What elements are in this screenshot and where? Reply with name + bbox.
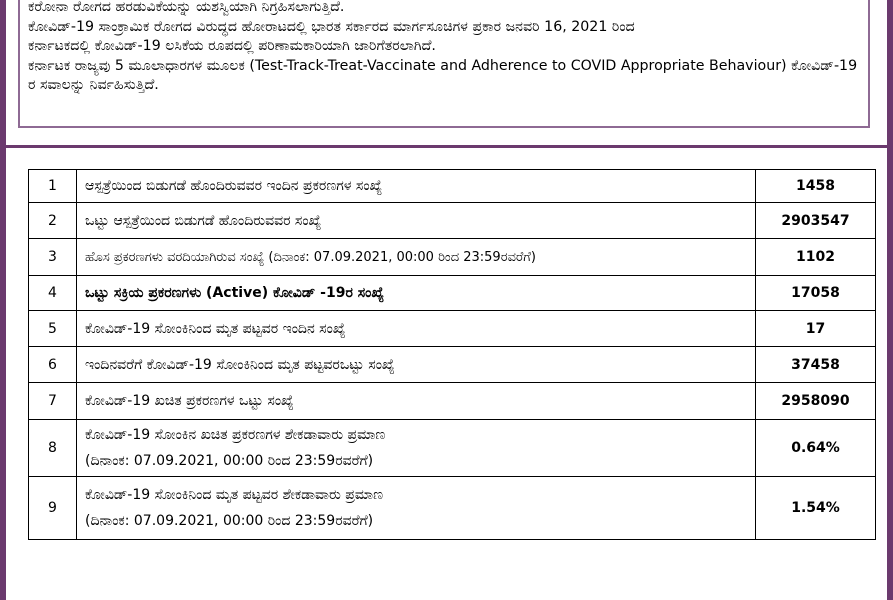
row-description: ಕೋವಿಡ್-19 ಸೋಂಕಿನ ಖಚಿತ ಪ್ರಕರಣಗಳ ಶೇಕಡಾವಾರು ಪ್ರಮಾಣ (85, 427, 386, 443)
row-description-cell (77, 477, 756, 540)
table-row (29, 170, 876, 203)
row-value: 2903547 (756, 203, 876, 239)
row-number: 2 (29, 203, 77, 239)
notice-line-2: ಕೋವಿಡ್-19 ಸಾಂಕ್ರಾಮಿಕ ರೋಗದ ವಿರುದ್ಧದ ಹೋರಾಟದಲ್ಲಿ ಭಾರತ ಸರ್ಕಾರದ ಮಾರ್ಗಸೂಚಿಗಳ ಪ್ರಕಾರ ಜನವರಿ 16, 2021 ರಿಂದ (28, 18, 635, 35)
notice-line-3: ಕರ್ನಾಟಕದಲ್ಲಿ ಕೋವಿಡ್-19 ಲಸಿಕೆಯ ರೂಪದಲ್ಲಿ ಪರಿಣಾಮಕಾರಿಯಾಗಿ ಜಾರಿಗೆತರಲಾಗಿದೆ. (28, 38, 436, 54)
right-frame-bar (887, 0, 893, 600)
table-row (29, 311, 876, 347)
row-value: 1458 (756, 170, 876, 203)
row-value: 2958090 (756, 383, 876, 420)
row-description: ಕೋವಿಡ್-19 ಸೋಂಕಿನಿಂದ ಮೃತ ಪಟ್ಟವರ ಶೇಕಡಾವಾರು ಪ್ರಮಾಣ (85, 487, 384, 503)
row-description: ಹೊಸ ಪ್ರಕರಣಗಳು ವರದಿಯಾಗಿರುವ ಸಂಖ್ಯೆ (ದಿನಾಂಕ: 07.09.2021, 00:00 ರಿಂದ 23:59ರವರೆಗೆ) (77, 239, 756, 276)
section-separator (6, 145, 887, 148)
row-description: ಒಟ್ಟು ಆಸ್ಪತ್ರೆಯಿಂದ ಬಿಡುಗಡೆ ಹೊಂದಿರುವವರ ಸಂಖ್ಯೆ (77, 203, 756, 239)
notice-box (18, 0, 870, 128)
row-value: 17058 (756, 276, 876, 311)
row-description: ಇಂದಿನವರೆಗೆ ಕೋವಿಡ್-19 ಸೋಂಕಿನಿಂದ ಮೃತ ಪಟ್ಟವರಒಟ್ಟು ಸಂಖ್ಯೆ (77, 347, 756, 383)
row-number: 5 (29, 311, 77, 347)
table-row (29, 276, 876, 311)
table-row (29, 203, 876, 239)
row-value: 0.64% (756, 420, 876, 477)
row-number: 7 (29, 383, 77, 420)
notice-line-1: ಕರೋನಾ ರೋಗದ ಹರಡುವಿಕೆಯನ್ನು ಯಶಸ್ವಿಯಾಗಿ ನಿಗ್ರಹಿಸಲಾಗುತ್ತಿದೆ. (28, 0, 345, 15)
row-number: 1 (29, 170, 77, 203)
row-number: 3 (29, 239, 77, 276)
row-number: 4 (29, 276, 77, 311)
row-value: 37458 (756, 347, 876, 383)
covid-stats-table (28, 169, 876, 540)
table-row (29, 347, 876, 383)
row-description-cell (77, 420, 756, 477)
row-number: 9 (29, 477, 77, 540)
table-row (29, 477, 876, 540)
row-date-range: (ದಿನಾಂಕ: 07.09.2021, 00:00 ರಿಂದ 23:59ರವರೆಗೆ) (85, 513, 374, 529)
row-number: 8 (29, 420, 77, 477)
row-value: 1.54% (756, 477, 876, 540)
row-description: ಒಟ್ಟು ಸಕ್ರಿಯ ಪ್ರಕರಣಗಳು (Active) ಕೋವಿಡ್ -19ರ ಸಂಖ್ಯೆ (77, 276, 756, 311)
row-number: 6 (29, 347, 77, 383)
row-value: 1102 (756, 239, 876, 276)
table-row (29, 383, 876, 420)
notice-line-4: ಕರ್ನಾಟಕ ರಾಜ್ಯವು 5 ಮೂಲಾಧಾರಗಳ ಮೂಲಕ (Test-Track-Treat-Vaccinate and Adherence to COVID Appropriate Behaviour) ಕೋವಿಡ್-19 ರ ಸವಾಲನ್ನು ನಿರ್ವಹಿಸುತ್ತಿದೆ. (28, 57, 858, 93)
table-row (29, 420, 876, 477)
left-frame-bar (0, 0, 6, 600)
table-row (29, 239, 876, 276)
row-description: ಆಸ್ಪತ್ರೆಯಿಂದ ಬಿಡುಗಡೆ ಹೊಂದಿರುವವರ ಇಂದಿನ ಪ್ರಕರಣಗಳ ಸಂಖ್ಯೆ (77, 170, 756, 203)
row-description: ಕೋವಿಡ್-19 ಸೋಂಕಿನಿಂದ ಮೃತ ಪಟ್ಟವರ ಇಂದಿನ ಸಂಖ್ಯೆ (77, 311, 756, 347)
row-date-range: (ದಿನಾಂಕ: 07.09.2021, 00:00 ರಿಂದ 23:59ರವರೆಗೆ) (85, 453, 374, 469)
row-description: ಕೋವಿಡ್-19 ಖಚಿತ ಪ್ರಕರಣಗಳ ಒಟ್ಟು ಸಂಖ್ಯೆ (77, 383, 756, 420)
row-value: 17 (756, 311, 876, 347)
